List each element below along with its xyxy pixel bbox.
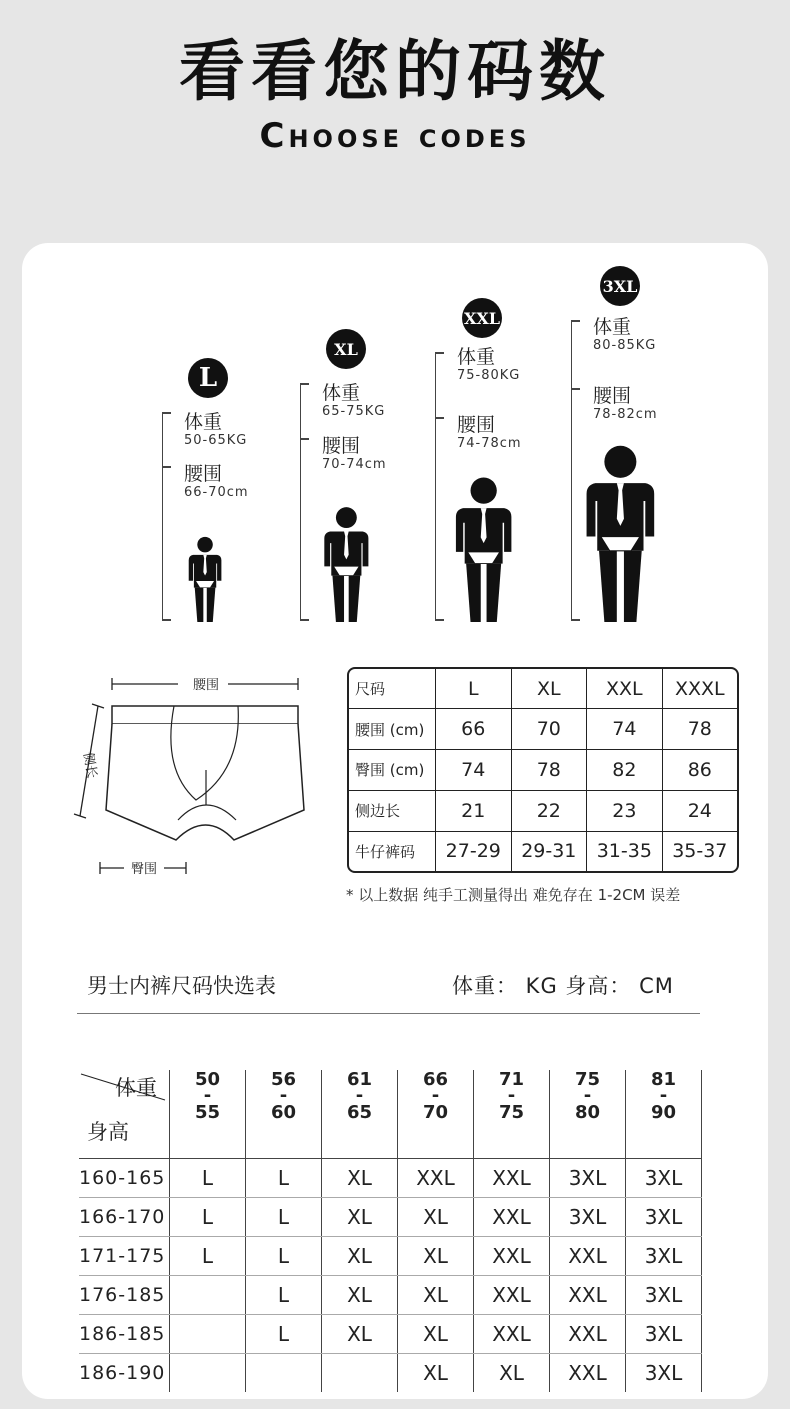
bracket-line (300, 383, 301, 620)
size-cell: 3XL (626, 1159, 702, 1198)
height-range-cell: 171-175 (79, 1237, 170, 1276)
bracket-tick (300, 619, 309, 621)
size-cell: XXL (474, 1198, 550, 1237)
waist-label: 腰围 (457, 414, 496, 436)
waist-label: 腰围 (192, 678, 220, 693)
size-table-cell: 86 (662, 750, 737, 791)
page-subtitle: Choose codes (259, 116, 531, 156)
quick-size-table (79, 1070, 702, 1392)
bracket-line (571, 320, 572, 620)
size-table-cell: 78 (511, 750, 587, 791)
size-table-cell: 27-29 (436, 831, 512, 871)
quick-table-row (79, 1276, 702, 1315)
corner-weight-label: 体重 (115, 1076, 157, 1100)
waist-value: 70-74cm (322, 457, 387, 472)
weight-column-header (246, 1070, 322, 1159)
size-table-row (349, 709, 737, 750)
size-cell: 3XL (626, 1276, 702, 1315)
waist-label: 腰围 (184, 463, 223, 485)
weight-range-part: 55 (194, 1102, 221, 1123)
measurement-note: * 以上数据 纯手工测量得出 难免存在 1-2CM 误差 (346, 886, 681, 904)
height-range-cell: 186-190 (79, 1354, 170, 1393)
weight-column-header (474, 1070, 550, 1159)
waist-value: 78-82cm (593, 407, 658, 422)
size-cell: XXL (550, 1237, 626, 1276)
bracket-tick (571, 320, 580, 322)
size-table-cell: XL (511, 669, 587, 709)
size-badge: L (188, 358, 228, 398)
weight-column-header (170, 1070, 246, 1159)
size-cell: XXL (550, 1354, 626, 1393)
size-cell: L (246, 1315, 322, 1354)
weight-range-part: 75 (498, 1102, 525, 1123)
bracket-line (162, 412, 163, 620)
size-table-cell: XXL (587, 669, 663, 709)
person-icon (583, 444, 658, 622)
weight-range-part: 71 (498, 1069, 525, 1090)
size-table-cell: 侧边长 (349, 790, 436, 831)
bracket-tick (571, 619, 580, 621)
quick-table-row (79, 1198, 702, 1237)
size-table-cell: 23 (587, 790, 663, 831)
quick-table-row (79, 1237, 702, 1276)
size-cell (170, 1354, 246, 1393)
weight-column-header (550, 1070, 626, 1159)
size-table-cell: XXXL (662, 669, 737, 709)
weight-range-part: - (431, 1085, 440, 1106)
quick-table-header (79, 1070, 702, 1159)
size-table-header (349, 669, 737, 709)
size-badge: XL (326, 329, 366, 369)
weight-label: 体重 (322, 382, 361, 404)
weight-range-part: 90 (650, 1102, 677, 1123)
quick-table-corner (79, 1070, 170, 1159)
size-table-cell: 22 (511, 790, 587, 831)
size-table-cell: 牛仔裤码 (349, 831, 436, 871)
size-table-cell: 78 (662, 709, 737, 750)
size-table-cell: 29-31 (511, 831, 587, 871)
size-cell: 3XL (550, 1159, 626, 1198)
waist-value: 74-78cm (457, 436, 522, 451)
person-icon (453, 476, 514, 622)
weight-range-part: 80 (574, 1102, 601, 1123)
size-cell: XL (322, 1276, 398, 1315)
size-cell: L (170, 1198, 246, 1237)
person-icon (187, 536, 223, 622)
size-cell (322, 1354, 398, 1393)
size-table-cell: 21 (436, 790, 512, 831)
bracket-tick (300, 383, 309, 385)
height-range-cell: 186-185 (79, 1315, 170, 1354)
weight-range-part: 60 (270, 1102, 297, 1123)
size-table-cell: 24 (662, 790, 737, 831)
size-cell: XL (322, 1198, 398, 1237)
size-cell: L (246, 1276, 322, 1315)
size-table-cell: 31-35 (587, 831, 663, 871)
size-cell: XL (398, 1198, 474, 1237)
size-table (347, 667, 739, 873)
bracket-tick (162, 412, 171, 414)
weight-column-header (322, 1070, 398, 1159)
side-length-label: 侧长 (79, 751, 100, 780)
size-cell: XL (322, 1237, 398, 1276)
waist-label: 腰围 (593, 385, 632, 407)
quick-table-title: 男士内裤尺码快选表 (87, 974, 276, 998)
size-cell: XXL (474, 1237, 550, 1276)
weight-label: 体重 (184, 411, 223, 433)
weight-range-part: 66 (422, 1069, 449, 1090)
size-badge: XXL (462, 298, 502, 338)
size-cell (170, 1315, 246, 1354)
size-cell: 3XL (626, 1237, 702, 1276)
size-cell: XL (398, 1354, 474, 1393)
weight-label: 体重 (593, 316, 632, 338)
size-cell: XL (322, 1159, 398, 1198)
bracket-tick (435, 352, 444, 354)
unit-label: 体重： KG 身高： CM (452, 974, 674, 998)
bracket-tick (571, 388, 580, 390)
size-table-row (349, 831, 737, 871)
quick-table-row (79, 1354, 702, 1393)
size-table-cell: 74 (587, 709, 663, 750)
weight-label: 体重 (457, 346, 496, 368)
size-cell: 3XL (626, 1198, 702, 1237)
weight-range-part: 56 (270, 1069, 297, 1090)
size-table-cell: 70 (511, 709, 587, 750)
weight-range-part: 61 (346, 1069, 373, 1090)
weight-column-header (626, 1070, 702, 1159)
bracket-tick (162, 619, 171, 621)
size-cell (246, 1354, 322, 1393)
size-cell: XXL (474, 1159, 550, 1198)
size-cell: L (246, 1198, 322, 1237)
weight-value: 50-65KG (184, 433, 248, 448)
size-table-cell: 尺码 (349, 669, 436, 709)
weight-range-part: 65 (346, 1102, 373, 1123)
boxer-diagram (66, 670, 316, 880)
waist-value: 66-70cm (184, 485, 249, 500)
bracket-tick (300, 438, 309, 440)
weight-column-header (398, 1070, 474, 1159)
size-cell: 3XL (626, 1315, 702, 1354)
weight-range-part: - (279, 1085, 288, 1106)
person-icon (322, 506, 371, 622)
size-cell: XXL (398, 1159, 474, 1198)
weight-range-part: 75 (574, 1069, 601, 1090)
weight-range-part: - (203, 1085, 212, 1106)
size-table-cell: 66 (436, 709, 512, 750)
weight-range-part: - (659, 1085, 668, 1106)
size-cell: L (170, 1237, 246, 1276)
size-cell: 3XL (626, 1354, 702, 1393)
size-cell: XL (398, 1237, 474, 1276)
size-table-cell: L (436, 669, 512, 709)
height-range-cell: 176-185 (79, 1276, 170, 1315)
size-table-row (349, 790, 737, 831)
size-table-cell: 74 (436, 750, 512, 791)
weight-range-part: 50 (194, 1069, 221, 1090)
size-badge: 3XL (600, 266, 640, 306)
size-cell: 3XL (550, 1198, 626, 1237)
height-range-cell: 166-170 (79, 1198, 170, 1237)
size-cell: L (246, 1237, 322, 1276)
weight-range-part: 70 (422, 1102, 449, 1123)
divider (77, 1013, 700, 1014)
page-title: 看看您的码数 (179, 33, 611, 110)
size-cell: L (170, 1159, 246, 1198)
bracket-line (435, 352, 436, 620)
size-table-cell: 臀围 (cm) (349, 750, 436, 791)
size-cell: XL (474, 1354, 550, 1393)
size-table-cell: 35-37 (662, 831, 737, 871)
corner-height-label: 身高 (87, 1120, 129, 1144)
bracket-tick (435, 417, 444, 419)
bracket-tick (435, 619, 444, 621)
size-table-cell: 腰围 (cm) (349, 709, 436, 750)
quick-table-row (79, 1159, 702, 1198)
size-cell: XL (398, 1276, 474, 1315)
size-cell: XXL (474, 1276, 550, 1315)
weight-range-part: - (583, 1085, 592, 1106)
weight-range-part: - (355, 1085, 364, 1106)
size-cell: XL (322, 1315, 398, 1354)
size-cell: XXL (550, 1315, 626, 1354)
weight-value: 65-75KG (322, 404, 386, 419)
size-cell: XXL (550, 1276, 626, 1315)
weight-range-part: - (507, 1085, 516, 1106)
size-table-cell: 82 (587, 750, 663, 791)
size-cell: XXL (474, 1315, 550, 1354)
waist-label: 腰围 (322, 435, 361, 457)
size-cell: L (246, 1159, 322, 1198)
weight-value: 75-80KG (457, 368, 521, 383)
quick-table-row (79, 1315, 702, 1354)
weight-range-part: 81 (650, 1069, 677, 1090)
hip-label: 臀围 (130, 862, 158, 877)
size-cell: XL (398, 1315, 474, 1354)
size-cell (170, 1276, 246, 1315)
bracket-tick (162, 466, 171, 468)
size-table-row (349, 750, 737, 791)
weight-value: 80-85KG (593, 338, 657, 353)
height-range-cell: 160-165 (79, 1159, 170, 1198)
